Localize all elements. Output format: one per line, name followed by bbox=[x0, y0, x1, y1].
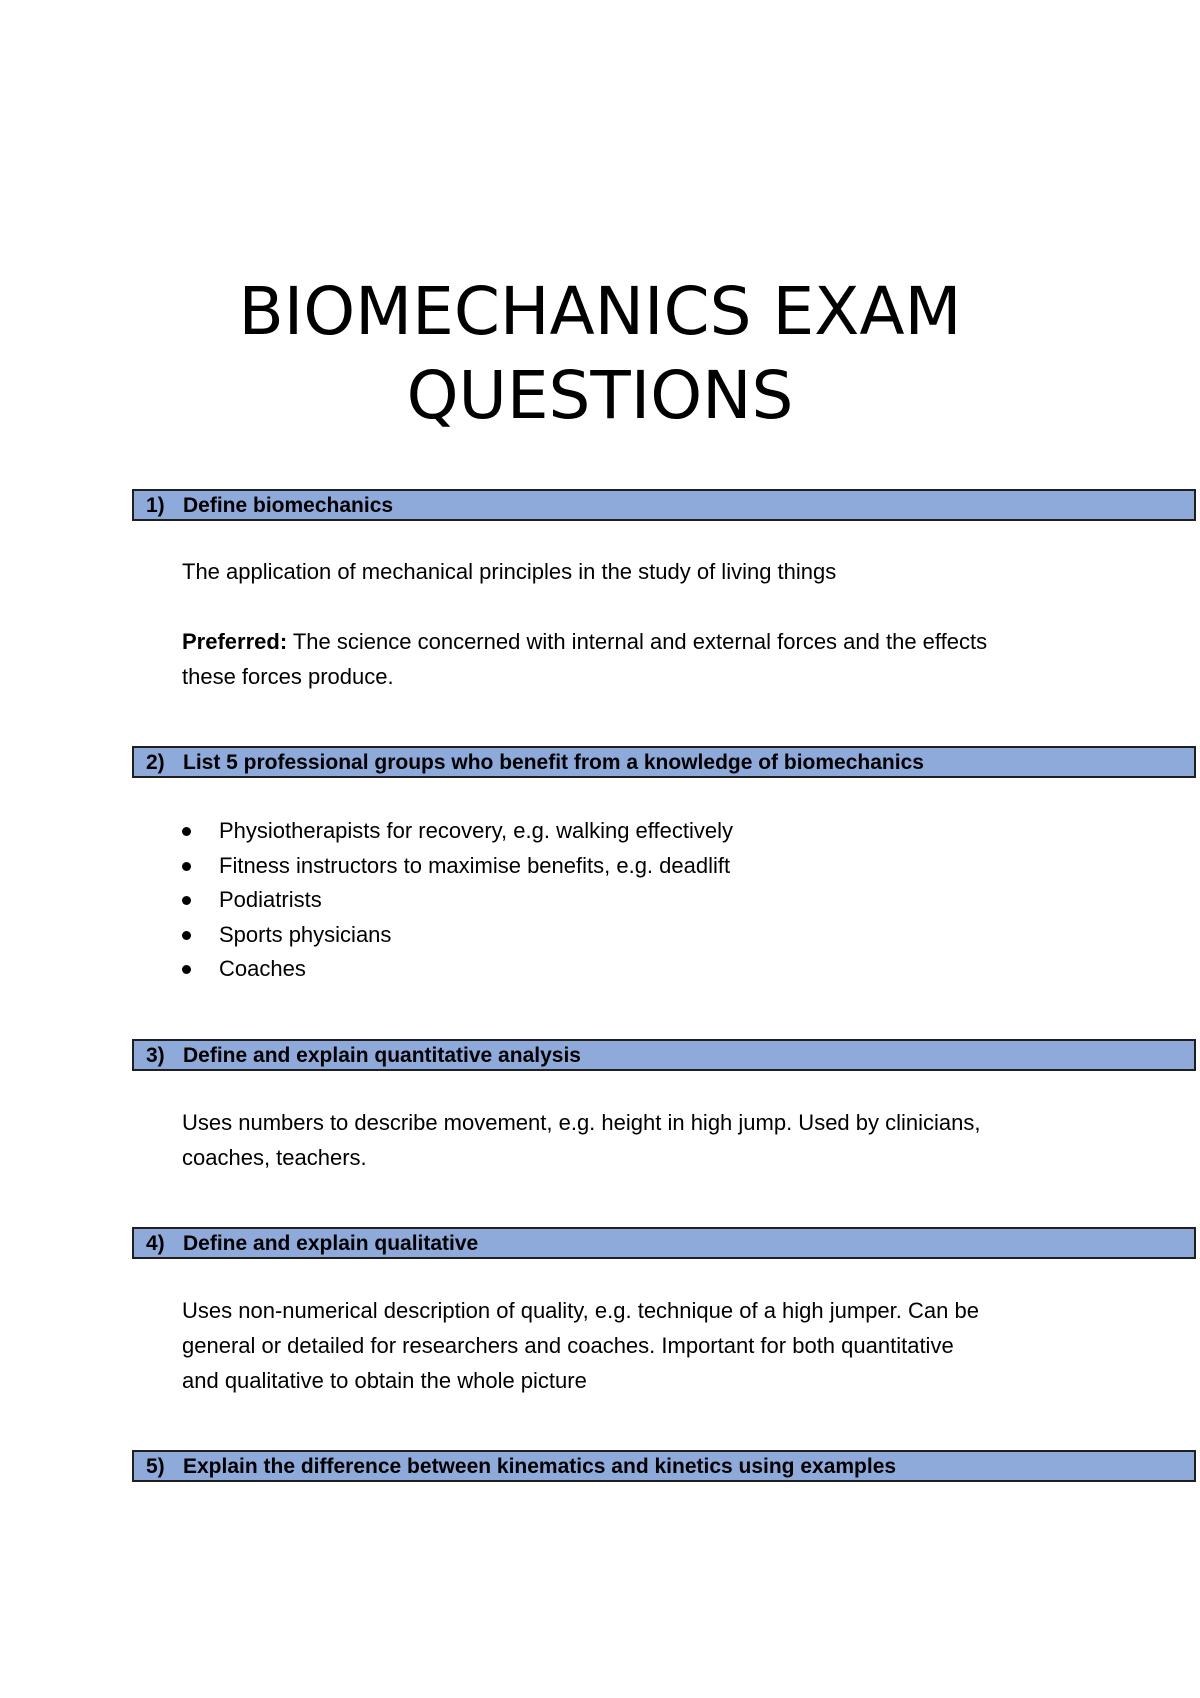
preferred-answer bbox=[182, 624, 1082, 659]
page-title bbox=[150, 270, 1050, 438]
question-text: Explain the difference between kinematics and kinetics using examples bbox=[183, 1455, 897, 1478]
answer-line: coaches, teachers. bbox=[182, 1145, 367, 1170]
bullet-icon bbox=[182, 827, 191, 836]
question-3-answer bbox=[182, 1105, 1082, 1175]
list-item bbox=[182, 883, 1082, 918]
list-item bbox=[182, 952, 1082, 987]
answer-line: Uses numbers to describe movement, e.g. height in high jump. Used by clinicians, bbox=[182, 1110, 981, 1135]
question-4-answer bbox=[182, 1293, 1082, 1398]
answer-line: general or detailed for researchers and coaches. Important for both quantitative bbox=[182, 1333, 954, 1358]
title-line-1: BIOMECHANICS EXAM bbox=[238, 273, 962, 350]
answer-line: and qualitative to obtain the whole picture bbox=[182, 1368, 587, 1393]
list-item-text: Sports physicians bbox=[219, 921, 392, 947]
answer-line: The science concerned with internal and external forces and the effects bbox=[287, 629, 988, 654]
question-1-answer bbox=[182, 554, 1082, 694]
question-number: 2) bbox=[146, 751, 165, 774]
bullet-icon bbox=[182, 965, 191, 974]
title-line-2: QUESTIONS bbox=[406, 357, 794, 434]
answer-line: The application of mechanical principles in the study of living things bbox=[182, 559, 837, 584]
answer-line: Uses non-numerical description of quality, e.g. technique of a high jumper. Can be bbox=[182, 1298, 979, 1323]
question-2-header bbox=[132, 746, 1196, 778]
list-item bbox=[182, 814, 1082, 849]
question-text: Define and explain quantitative analysis bbox=[183, 1044, 581, 1067]
question-number: 3) bbox=[146, 1044, 165, 1067]
question-text: Define and explain qualitative bbox=[183, 1232, 479, 1255]
bullet-icon bbox=[182, 862, 191, 871]
bullet-icon bbox=[182, 896, 191, 905]
question-number: 5) bbox=[146, 1455, 165, 1478]
preferred-label: Preferred: bbox=[182, 629, 288, 654]
list-item-text: Fitness instructors to maximise benefits, e.g. deadlift bbox=[219, 852, 731, 878]
question-3-header bbox=[132, 1039, 1196, 1071]
question-2-bullet-list bbox=[182, 814, 1082, 987]
list-item bbox=[182, 918, 1082, 953]
question-4-header bbox=[132, 1227, 1196, 1259]
list-item-text: Physiotherapists for recovery, e.g. walking effectively bbox=[219, 818, 733, 843]
bullet-icon bbox=[182, 931, 191, 940]
question-number: 1) bbox=[146, 494, 165, 517]
question-number: 4) bbox=[146, 1232, 165, 1255]
list-item-text: Coaches bbox=[219, 956, 306, 981]
question-5-header bbox=[132, 1450, 1196, 1482]
answer-line: these forces produce. bbox=[182, 664, 394, 689]
list-item-text: Podiatrists bbox=[219, 887, 322, 912]
question-text: Define biomechanics bbox=[183, 494, 394, 517]
list-item bbox=[182, 849, 1082, 884]
question-text: List 5 professional groups who benefit from a knowledge of biomechanics bbox=[183, 751, 924, 774]
question-1-header bbox=[132, 489, 1196, 521]
